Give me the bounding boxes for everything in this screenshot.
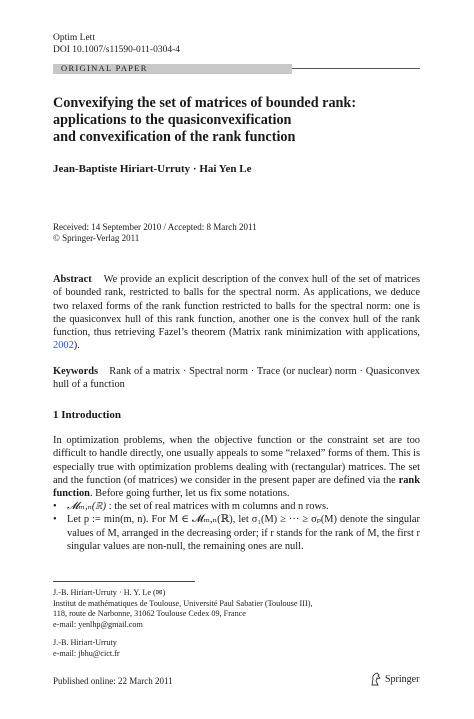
footnote-address: 118, route de Narbonne, 31062 Toulouse Cedex 09, France — [53, 609, 246, 618]
article-type: ORIGINAL PAPER — [61, 63, 148, 73]
citation-link[interactable]: 2002 — [53, 340, 74, 352]
bullet-text: : the set of real matrices with m columns and n rows. — [106, 501, 329, 512]
journal-name: Optim Lett — [53, 33, 95, 43]
bullet-text: Let p := min(m, n). For M ∈ 𝓜ₘ,ₙ(ℝ), let σ₁(M) ≥ ··· ≥ σₚ(M) denote the singular values of M, arranged in the decreasing order; if r stands for the rank of M, the first r singular values are non-null, the remaining ones are null. — [67, 514, 420, 552]
title-line: and convexification of the rank function — [53, 129, 296, 145]
bullet-marker: • — [53, 514, 57, 526]
intro-text: In optimization problems, when the objective function or the constraint set are too difficult to handle directly, one usually appeals to some “relaxed” forms of them. This is especially true with optimization problems dealing with (rectangular) matrices. The set and the function (of matrices) we consider in the present paper are defined via the — [53, 435, 420, 486]
section-number: 1 — [53, 409, 59, 421]
journal-header — [53, 32, 180, 56]
abstract-text: We provide an explicit description of the convex hull of the set of matrices of bounded rank, restricted to balls for the spectral norm. As applications, we deduce two relaxed forms of the rank function restricted to balls for the spectral norm: one is the quasiconvex hull of this rank function, another one is the convex hull of the rank function, thus retrieving Fazel’s theorem (Matrix rank minimization with applications, — [53, 274, 420, 339]
footnotes — [53, 588, 420, 659]
keywords-heading: Keywords — [53, 366, 99, 377]
springer-horse-icon — [370, 672, 382, 686]
header-rule — [292, 68, 420, 69]
bullet-marker: • — [53, 501, 57, 512]
authors: Jean-Baptiste Hiriart-Urruty · Hai Yen Le — [53, 163, 252, 175]
copyright: © Springer-Verlag 2011 — [53, 233, 140, 243]
footnote-rule — [53, 581, 195, 582]
intro-bold: rank function — [53, 474, 420, 500]
title-line: applications to the quasiconvexification — [53, 112, 292, 128]
list-item — [53, 513, 420, 553]
title-line: Convexifying the set of matrices of bounded rank: — [53, 95, 357, 111]
article-type-bar — [53, 64, 292, 74]
list-item — [53, 500, 420, 513]
keywords — [53, 365, 420, 392]
received-date: Received: 14 September 2010 / Accepted: 8 March 2011 — [53, 222, 257, 232]
section-title: Introduction — [61, 409, 121, 421]
paper-title — [53, 95, 433, 146]
footnote-email: e-mail: yenlhp@gmail.com — [53, 619, 143, 629]
notation-list — [53, 500, 420, 553]
footnote-email2: e-mail: jbhu@cict.fr — [53, 648, 120, 658]
publisher-logo — [370, 672, 419, 686]
abstract — [53, 273, 420, 353]
footnote-affiliation: Institut de mathématiques de Toulouse, Université Paul Sabatier (Toulouse III), — [53, 598, 313, 608]
bullet-math: 𝓜ₘ,ₙ(ℝ) — [67, 501, 107, 512]
abstract-end: ). — [73, 340, 80, 352]
article-history — [53, 222, 257, 244]
intro-end: . Before going further, let us fix some notations. — [89, 488, 290, 500]
intro-paragraph — [53, 434, 420, 500]
abstract-heading: Abstract — [53, 274, 92, 285]
footnote-authors: J.-B. Hiriart-Urruty · H. Y. Le (✉) — [53, 588, 166, 597]
doi: DOI 10.1007/s11590-011-0304-4 — [53, 45, 181, 55]
published-date: Published online: 22 March 2011 — [53, 676, 173, 686]
publisher-name: Springer — [385, 673, 420, 685]
footnote-author2: J.-B. Hiriart-Urruty — [53, 638, 117, 647]
section-heading — [53, 409, 121, 421]
keywords-text: Rank of a matrix · Spectral norm · Trace (or nuclear) norm · Quasiconvex hull of a function — [53, 366, 420, 391]
